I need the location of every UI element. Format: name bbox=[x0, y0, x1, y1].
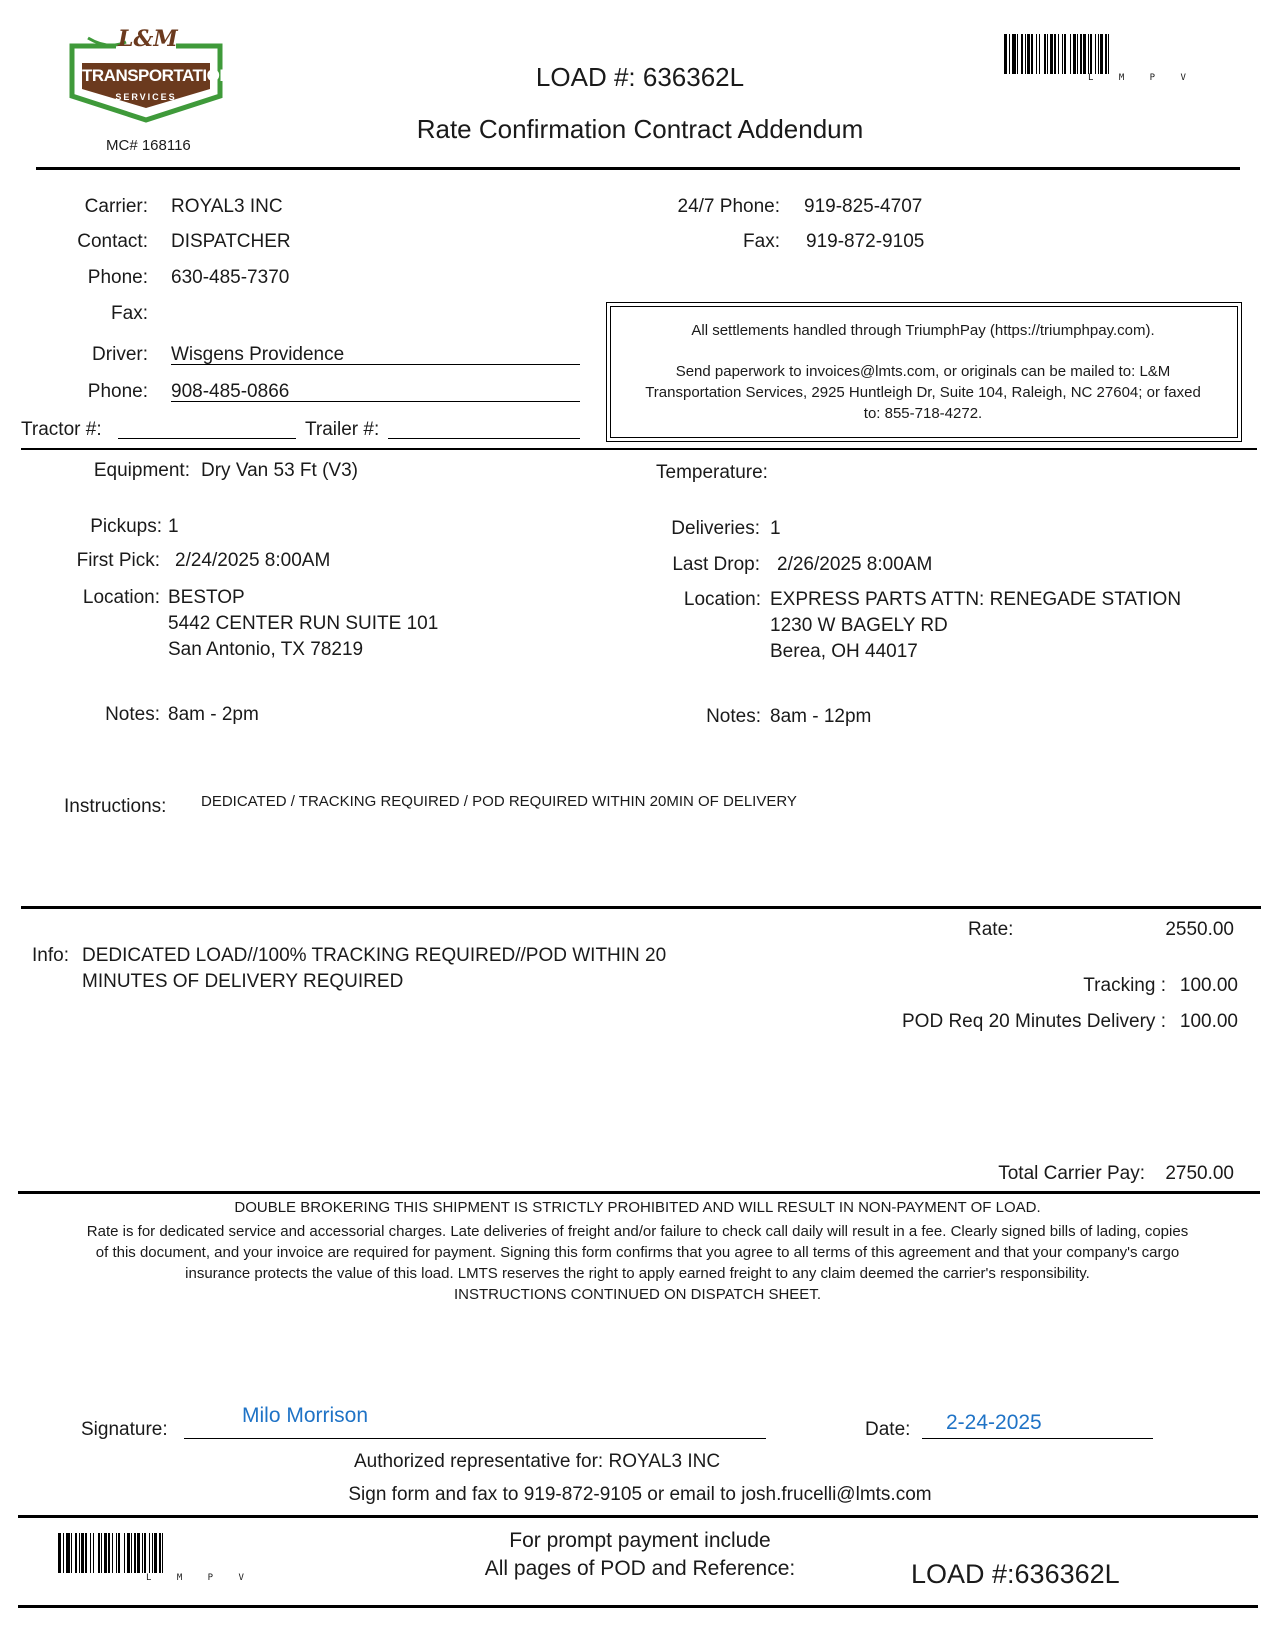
settlement-notice: All settlements handled through TriumphPay (https://triumphpay.com). bbox=[691, 322, 1155, 339]
tractor-field[interactable] bbox=[118, 438, 296, 439]
contact-label: Contact: bbox=[77, 231, 148, 252]
instructions-label: Instructions: bbox=[64, 796, 167, 817]
date-field[interactable] bbox=[922, 1438, 1153, 1439]
header-barcode bbox=[1004, 34, 1112, 74]
signed-date: 2-24-2025 bbox=[946, 1411, 1042, 1434]
double-brokering-warning: DOUBLE BROKERING THIS SHIPMENT IS STRICTLY PROHIBITED AND WILL RESULT IN NON-PAYMENT OF LOAD. bbox=[234, 1199, 1041, 1216]
info-line-2: MINUTES OF DELIVERY REQUIRED bbox=[82, 971, 404, 992]
equipment-label: Equipment: bbox=[93, 460, 190, 481]
info-line-1: DEDICATED LOAD//100% TRACKING REQUIRED//POD WITHIN 20 bbox=[82, 945, 667, 966]
instructions-value: DEDICATED / TRACKING REQUIRED / POD REQUIRED WITHIN 20MIN OF DELIVERY bbox=[201, 793, 797, 810]
first-pick-value: 2/24/2025 8:00AM bbox=[175, 550, 331, 571]
rate-value: 2550.00 bbox=[1165, 919, 1234, 940]
shipment-divider bbox=[21, 906, 1261, 909]
pickup-notes-value: 8am - 2pm bbox=[168, 704, 259, 725]
barcode-bar bbox=[1109, 34, 1112, 74]
temperature-label: Temperature: bbox=[656, 462, 768, 483]
driver-phone-value: 908-485-0866 bbox=[171, 381, 290, 402]
trailer-field[interactable] bbox=[388, 438, 580, 439]
pickup-location-street: 5442 CENTER RUN SUITE 101 bbox=[168, 613, 439, 634]
signature-label: Signature: bbox=[81, 1419, 168, 1440]
pod-value: 100.00 bbox=[1179, 1011, 1238, 1032]
terms-line-3: insurance protects the value of this load. LMTS reserves the right to apply earned freight to any claim deemed the carrier's responsibility. bbox=[185, 1265, 1090, 1282]
header-divider bbox=[36, 167, 1240, 170]
deliveries-label: Deliveries: bbox=[671, 518, 760, 539]
driver-phone-label: Phone: bbox=[87, 381, 148, 402]
prompt-payment-line-1: For prompt payment include bbox=[509, 1529, 771, 1552]
fax-label: Fax: bbox=[111, 303, 148, 324]
terms-line-1: Rate is for dedicated service and accessorial charges. Late deliveries of freight and/or failure to check call daily will result in a fee. Clearly signed bills of lading, copies bbox=[86, 1223, 1189, 1240]
pickup-location-city: San Antonio, TX 78219 bbox=[168, 639, 364, 660]
trailer-label: Trailer #: bbox=[305, 419, 380, 440]
carrier-label: Carrier: bbox=[84, 196, 148, 217]
barcode-bar bbox=[163, 1533, 166, 1573]
tracking-label: Tracking : bbox=[1083, 975, 1166, 996]
delivery-location-city: Berea, OH 44017 bbox=[770, 641, 918, 662]
terms-line-4: INSTRUCTIONS CONTINUED ON DISPATCH SHEET. bbox=[454, 1286, 821, 1303]
signature-field[interactable] bbox=[184, 1438, 766, 1439]
authorized-representative: Authorized representative for: ROYAL3 INC bbox=[353, 1451, 721, 1472]
delivery-location-label: Location: bbox=[683, 589, 761, 610]
pay-divider bbox=[18, 1191, 1260, 1194]
carrier-divider bbox=[21, 448, 1257, 450]
footer-divider bbox=[18, 1605, 1258, 1608]
paperwork-line-2: Transportation Services, 2925 Huntleigh Dr, Suite 104, Raleigh, NC 27604; or faxed bbox=[645, 384, 1201, 401]
broker-phone-value: 919-825-4707 bbox=[804, 196, 923, 217]
pickup-notes-label: Notes: bbox=[105, 704, 160, 725]
terms-line-2: of this document, and your invoice are required for payment. Signing this form confirms that you agree to all terms of this agreement and that your company's cargo bbox=[95, 1244, 1180, 1261]
carrier-value: ROYAL3 INC bbox=[171, 196, 283, 217]
first-pick-label: First Pick: bbox=[76, 550, 160, 571]
pod-label: POD Req 20 Minutes Delivery : bbox=[902, 1011, 1166, 1032]
document-title: Rate Confirmation Contract Addendum bbox=[416, 114, 864, 144]
broker-phone-label: 24/7 Phone: bbox=[677, 196, 780, 217]
pickups-value: 1 bbox=[168, 516, 179, 537]
paperwork-line-1: Send paperwork to invoices@lmts.com, or originals can be mailed to: L&M bbox=[675, 363, 1171, 380]
broker-fax-label: Fax: bbox=[743, 231, 780, 252]
info-label: Info: bbox=[32, 945, 69, 966]
broker-fax-value: 919-872-9105 bbox=[806, 231, 925, 252]
delivery-location-name: EXPRESS PARTS ATTN: RENEGADE STATION bbox=[770, 589, 1182, 610]
pickups-label: Pickups: bbox=[90, 516, 162, 537]
phone-value: 630-485-7370 bbox=[171, 267, 290, 288]
prompt-payment-line-2: All pages of POD and Reference: bbox=[484, 1557, 796, 1580]
total-carrier-pay-label: Total Carrier Pay: bbox=[998, 1163, 1145, 1184]
date-label: Date: bbox=[865, 1419, 911, 1440]
sign-and-fax-instructions: Sign form and fax to 919-872-9105 or email to josh.frucelli@lmts.com bbox=[348, 1484, 932, 1505]
last-drop-label: Last Drop: bbox=[672, 554, 760, 575]
delivery-location-street: 1230 W BAGELY RD bbox=[770, 615, 948, 636]
logo-sub-text: SERVICES bbox=[115, 92, 177, 102]
phone-label: Phone: bbox=[87, 267, 148, 288]
delivery-notes-value: 8am - 12pm bbox=[770, 706, 872, 727]
load-number-title: LOAD #: 636362L bbox=[535, 62, 745, 92]
last-drop-value: 2/26/2025 8:00AM bbox=[777, 554, 933, 575]
footer-barcode-caption: L M P V bbox=[146, 1573, 254, 1583]
logo-main-text: TRANSPORTATION bbox=[82, 66, 232, 85]
footer-barcode bbox=[58, 1533, 166, 1573]
logo-top-text: L&M bbox=[118, 26, 178, 52]
signer-name: Milo Morrison bbox=[242, 1404, 369, 1427]
pickup-location-name: BESTOP bbox=[168, 587, 245, 608]
paperwork-line-3: to: 855-718-4272. bbox=[863, 405, 983, 422]
contact-value: DISPATCHER bbox=[171, 231, 291, 252]
driver-value: Wisgens Providence bbox=[171, 344, 345, 365]
footer-load-number: LOAD #:636362L bbox=[911, 1559, 1120, 1589]
delivery-notes-label: Notes: bbox=[706, 706, 761, 727]
rate-label: Rate: bbox=[968, 919, 1014, 940]
mc-number: MC# 168116 bbox=[106, 137, 191, 154]
deliveries-value: 1 bbox=[770, 518, 781, 539]
tractor-label: Tractor #: bbox=[21, 419, 102, 440]
total-carrier-pay-value: 2750.00 bbox=[1165, 1163, 1234, 1184]
company-logo bbox=[68, 26, 232, 126]
driver-underline bbox=[171, 364, 580, 365]
signature-divider bbox=[18, 1515, 1258, 1518]
equipment-value: Dry Van 53 Ft (V3) bbox=[201, 460, 358, 481]
pickup-location-label: Location: bbox=[82, 587, 160, 608]
tracking-value: 100.00 bbox=[1179, 975, 1238, 996]
driver-phone-underline bbox=[171, 401, 580, 402]
driver-label: Driver: bbox=[92, 344, 148, 365]
header-barcode-caption: L M P V bbox=[1088, 73, 1196, 83]
